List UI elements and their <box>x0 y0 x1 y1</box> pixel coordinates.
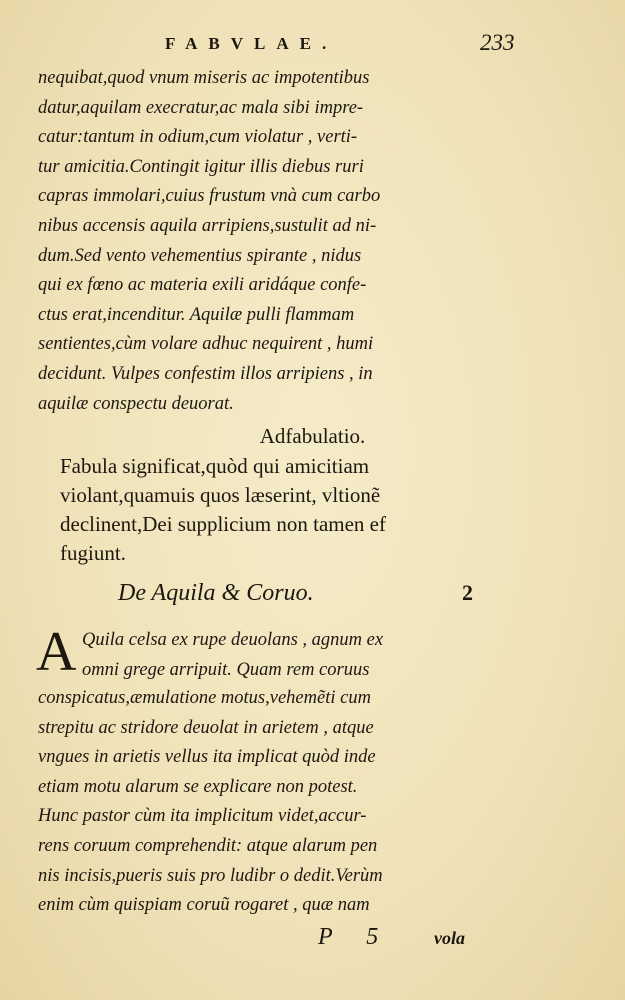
text-line: nibus accensis aquila arripiens,sustulit ad ni- <box>38 215 377 236</box>
text-line: conspicatus,æmulatione motus,vehemẽti cum <box>38 688 371 708</box>
drop-cap: A <box>36 621 77 683</box>
page-header <box>0 30 625 60</box>
fable-two-title: De Aquila & Coruo. <box>118 580 314 606</box>
text-line: decidunt. Vulpes confestim illos arripiens , in <box>38 363 373 384</box>
text-line: dum.Sed vento vehementius spirante , nidus <box>38 245 362 266</box>
text-line: rens coruum comprehendit: atque alarum pen <box>38 835 378 856</box>
text-line: aquilæ conspectu deuorat. <box>38 393 234 414</box>
text-line: strepitu ac stridore deuolat in arietem , atque <box>38 717 374 738</box>
moral-heading: Adfabulatio. <box>259 424 366 448</box>
moral-text <box>60 452 520 568</box>
text-line: sentientes,cùm volare adhuc nequirent , humi <box>38 334 374 355</box>
text-line: Hunc pastor cùm ita implicitum videt,accur- <box>38 806 367 827</box>
page-footer <box>0 922 625 962</box>
text-line: Fabula significat,quòd qui amicitiam <box>60 454 370 478</box>
signature-mark: P 5 <box>318 924 393 950</box>
text-line: violant,quamuis quos læserint, vltionẽ <box>60 483 381 507</box>
text-line: capras immolari,cuius frustum vnà cum carbo <box>38 186 381 207</box>
fable-two-number: 2 <box>462 580 473 605</box>
fable-two-opening <box>82 626 383 685</box>
text-line: ctus erat,incenditur. Aquilæ pulli flammam <box>38 304 355 325</box>
text-line: vngues in arietis vellus ita implicat quòd inde <box>38 747 376 768</box>
text-line: nis incisis,pueris suis pro ludibr o dedit.Verùm <box>38 865 383 886</box>
running-title: FABVLAE. <box>165 34 338 53</box>
text-line: catur:tantum in odium,cum violatur , verti- <box>38 127 358 148</box>
fable-two-text <box>38 684 498 921</box>
text-line: declinent,Dei supplicium non tamen ef <box>60 512 386 536</box>
text-line: nequibat,quod vnum miseris ac impotentibus <box>38 68 370 88</box>
catchword: vola <box>434 928 465 948</box>
text-line: fugiunt. <box>60 541 126 565</box>
text-line: tur amicitia.Contingit igitur illis diebus ruri <box>38 156 364 177</box>
text-line: Quila celsa ex rupe deuolans , agnum ex <box>82 630 384 650</box>
text-line: qui ex fœno ac materia exili aridáque confe- <box>38 275 367 296</box>
text-line: omni grege arripuit. Quam rem coruus <box>82 659 370 680</box>
fable-one-text <box>38 64 498 419</box>
page-number: 233 <box>480 30 515 55</box>
text-line: datur,aquilam execratur,ac mala sibi impre- <box>38 97 364 118</box>
text-line: enim cùm quispiam coruũ rogaret , quæ nam <box>38 895 370 916</box>
text-line: etiam motu alarum se explicare non potest. <box>38 776 358 797</box>
